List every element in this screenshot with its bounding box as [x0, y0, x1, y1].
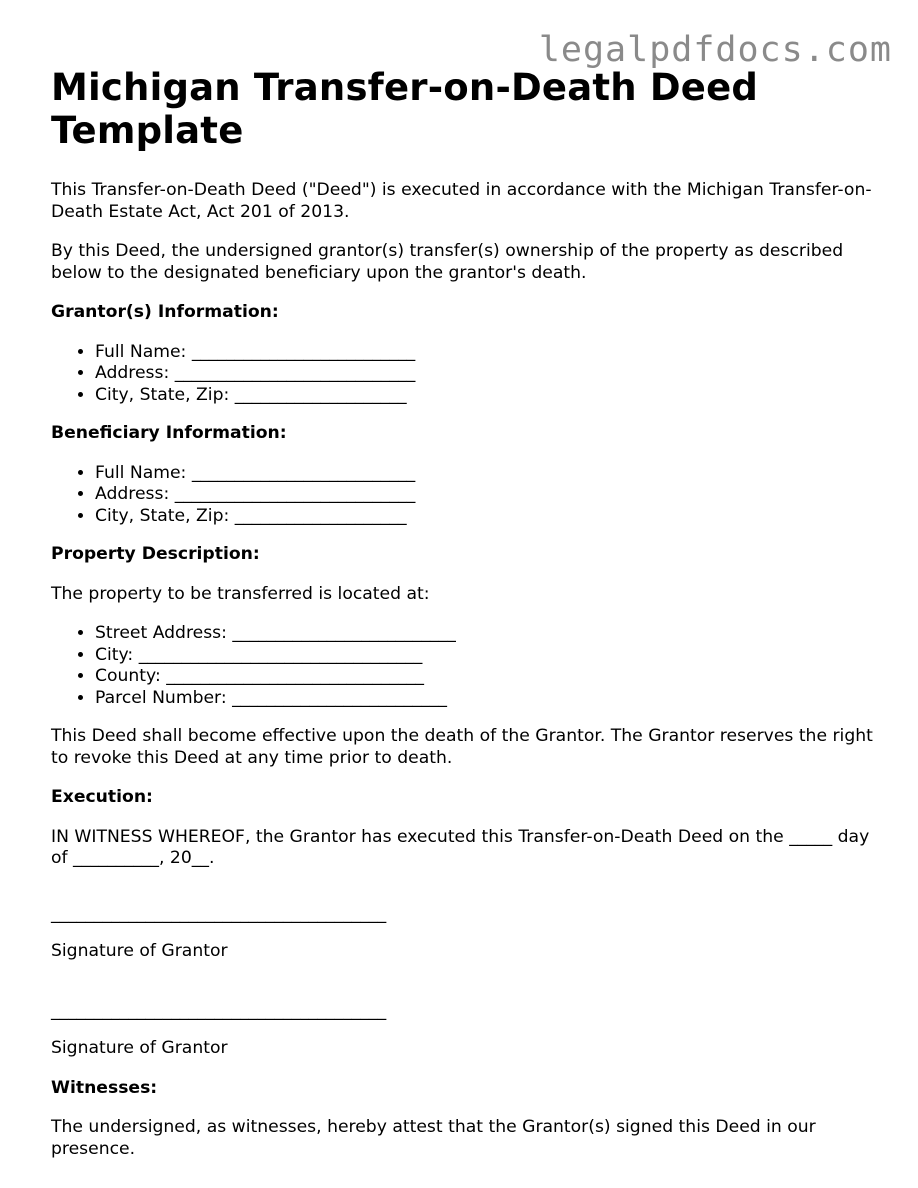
witness-clause: IN WITNESS WHEREOF, the Grantor has executed this Transfer-on-Death Deed on the _____ day of __________, 20__.	[51, 826, 870, 868]
property-county-field: • County: ______________________________	[95, 666, 881, 688]
grantor-heading: Grantor(s) Information:	[51, 302, 279, 322]
witnesses-heading: Witnesses:	[51, 1077, 158, 1098]
signature-label: Signature of Grantor	[51, 1038, 228, 1058]
property-city-field: • City: _________________________________	[95, 645, 881, 667]
property-heading: Property Description:	[51, 544, 260, 564]
document-page	[51, 66, 881, 1178]
signature-line: _______________________________________	[51, 1000, 387, 1021]
grantor-full-name-field: • Full Name: __________________________	[95, 342, 881, 364]
beneficiary-fields-list	[51, 463, 881, 528]
property-fields-list	[51, 623, 881, 709]
signature-line: _______________________________________	[51, 903, 387, 924]
grantor-address-field: • Address: ____________________________	[95, 363, 881, 385]
property-lead: The property to be transferred is located at:	[51, 583, 430, 604]
page-title: Michigan Transfer-on-Death Deed Template	[51, 66, 759, 152]
transfer-statement: By this Deed, the undersigned grantor(s) transfer(s) ownership of the property as described below to the designated beneficiary upon the grantor's death.	[51, 241, 844, 283]
beneficiary-heading: Beneficiary Information:	[51, 423, 287, 443]
beneficiary-full-name-field: • Full Name: __________________________	[95, 463, 881, 485]
witnesses-attestation: The undersigned, as witnesses, hereby attest that the Grantor(s) signed this Deed in our presence.	[51, 1117, 816, 1159]
watermark: legalpdfdocs.com	[538, 30, 892, 70]
intro-paragraph: This Transfer-on-Death Deed ("Deed") is executed in accordance with the Michigan Transfer-on-Death Estate Act, Act 201 of 2013.	[51, 180, 872, 222]
signature-label: Signature of Grantor	[51, 941, 228, 961]
property-street-address-field: • Street Address: __________________________	[95, 623, 881, 645]
beneficiary-city-state-zip-field: • City, State, Zip: ____________________	[95, 506, 881, 528]
grantor-fields-list	[51, 342, 881, 407]
beneficiary-address-field: • Address: ____________________________	[95, 484, 881, 506]
property-parcel-number-field: • Parcel Number: _________________________	[95, 688, 881, 710]
effective-statement: This Deed shall become effective upon the death of the Grantor. The Grantor reserves the right to revoke this Deed at any time prior to death.	[51, 726, 873, 768]
execution-heading: Execution:	[51, 787, 153, 807]
grantor-city-state-zip-field: • City, State, Zip: ____________________	[95, 385, 881, 407]
